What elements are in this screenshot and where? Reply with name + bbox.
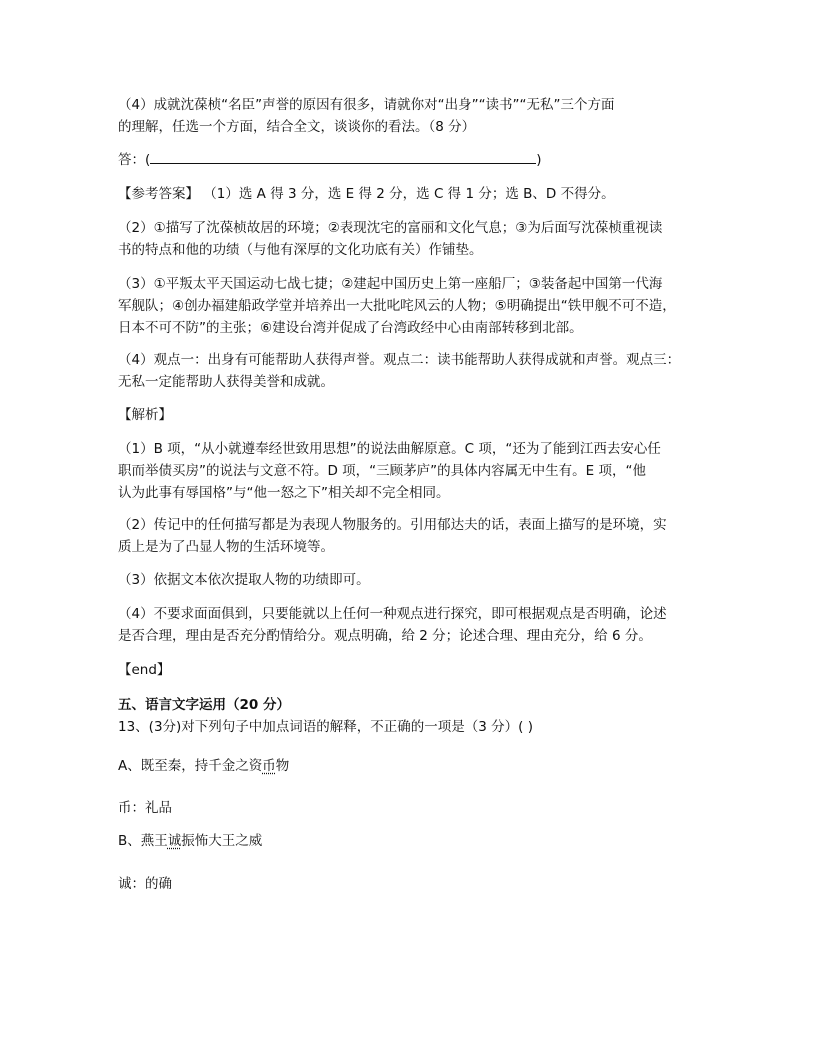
analysis-part-2 <box>118 514 708 558</box>
option-b <box>118 830 708 852</box>
end-marker: 【end】 <box>118 662 171 678</box>
reference-answer-line: 无私一定能帮助人获得美誉和成就。 <box>118 374 334 390</box>
answer-line <box>118 149 708 171</box>
analysis-line: （3）依据文本依次提取人物的功绩即可。 <box>118 572 370 588</box>
reference-answer-text: （1）选 A 得 3 分，选 E 得 2 分，选 C 得 1 分；选 B、D 不得分。 <box>199 186 615 202</box>
option-a-gloss: 币：礼品 <box>118 800 172 816</box>
option-a-text-end: 物 <box>275 758 290 774</box>
reference-answer-line: 书的特点和他的功绩（与他有深厚的文化功底有关）作铺垫。 <box>118 242 483 258</box>
reference-answer-line: 军舰队；④创办福建船政学堂并培养出一大批叱咤风云的人物；⑤明确提出“铁甲舰不可不造， <box>118 298 676 314</box>
question-13: 13、(3分)对下列句子中加点词语的解释，不正确的一项是（3 分）( ) <box>118 719 534 735</box>
analysis-line: （1）B 项，“从小就遵奉经世致用思想”的说法曲解原意。C 项，“还为了能到江西去安心任 <box>118 441 661 457</box>
option-b-text-end: 振怖大王之威 <box>181 833 263 849</box>
reference-answer-part-1 <box>118 183 708 205</box>
answer-prefix: 答：( <box>118 152 151 168</box>
analysis-line: （2）传记中的任何描写都是为表现人物服务的。引用郁达夫的话，表面上描写的是环境，实 <box>118 517 667 533</box>
reference-answer-line: （3）①平叛太平天国运动七战七捷；②建起中国历史上第一座船厂；③装备起中国第一代海 <box>118 276 663 292</box>
analysis-line: 认为此事有辱国格”与“他一怒之下”相关却不完全相同。 <box>118 485 450 501</box>
answer-suffix: ) <box>536 152 542 168</box>
reference-answer-line: 日本不可不防”的主张；⑥建设台湾并促成了台湾政经中心由南部转移到北部。 <box>118 320 583 336</box>
analysis-line: 质上是为了凸显人物的生活环境等。 <box>118 539 334 555</box>
reference-answer-label: 【参考答案】 <box>118 186 199 202</box>
reference-answer-part-3 <box>118 273 708 339</box>
reference-answer-line: （4）观点一：出身有可能帮助人获得声誉。观点二：读书能帮助人获得成就和声誉。观点三： <box>118 352 681 368</box>
answer-blank[interactable] <box>150 149 536 164</box>
analysis-line: 是否合理，理由是否充分酌情给分。观点明确，给 2 分；论述合理、理由充分，给 6 分。 <box>118 628 652 644</box>
analysis-line: （4）不要求面面俱到，只要能就以上任何一种观点进行探究，即可根据观点是否明确，论述 <box>118 606 667 622</box>
option-a-text: A、既至秦，持千金之资 <box>118 758 263 774</box>
analysis-line: 职而举债买房”的说法与文意不符。D 项，“三顾茅庐”的具体内容属无中生有。E 项，“他 <box>118 463 646 479</box>
option-b-text: B、燕王 <box>118 833 168 849</box>
option-a <box>118 755 708 777</box>
reference-answer-part-4 <box>118 349 708 393</box>
analysis-part-1 <box>118 438 708 504</box>
option-a-dotted-word: 币 <box>262 758 276 774</box>
section-title: 五、语言文字运用（20 分） <box>118 697 290 713</box>
option-b-dotted-word: 诚 <box>167 833 182 849</box>
option-b-gloss: 诚：的确 <box>118 876 172 892</box>
analysis-part-3 <box>118 569 708 591</box>
section-5 <box>118 694 708 738</box>
question-4-line: （4）成就沈葆桢“名臣”声誉的原因有很多，请就你对“出身”“读书”“无私”三个方面 <box>118 97 615 113</box>
reference-answer-part-2 <box>118 217 708 261</box>
analysis-part-4 <box>118 603 708 647</box>
question-4-line: 的理解，任选一个方面，结合全文，谈谈你的看法。（8 分） <box>118 119 476 135</box>
question-4 <box>118 94 708 138</box>
analysis-label: 【解析】 <box>118 407 172 423</box>
reference-answer-line: （2）①描写了沈葆桢故居的环境；②表现沈宅的富丽和文化气息；③为后面写沈葆桢重视读 <box>118 220 663 236</box>
